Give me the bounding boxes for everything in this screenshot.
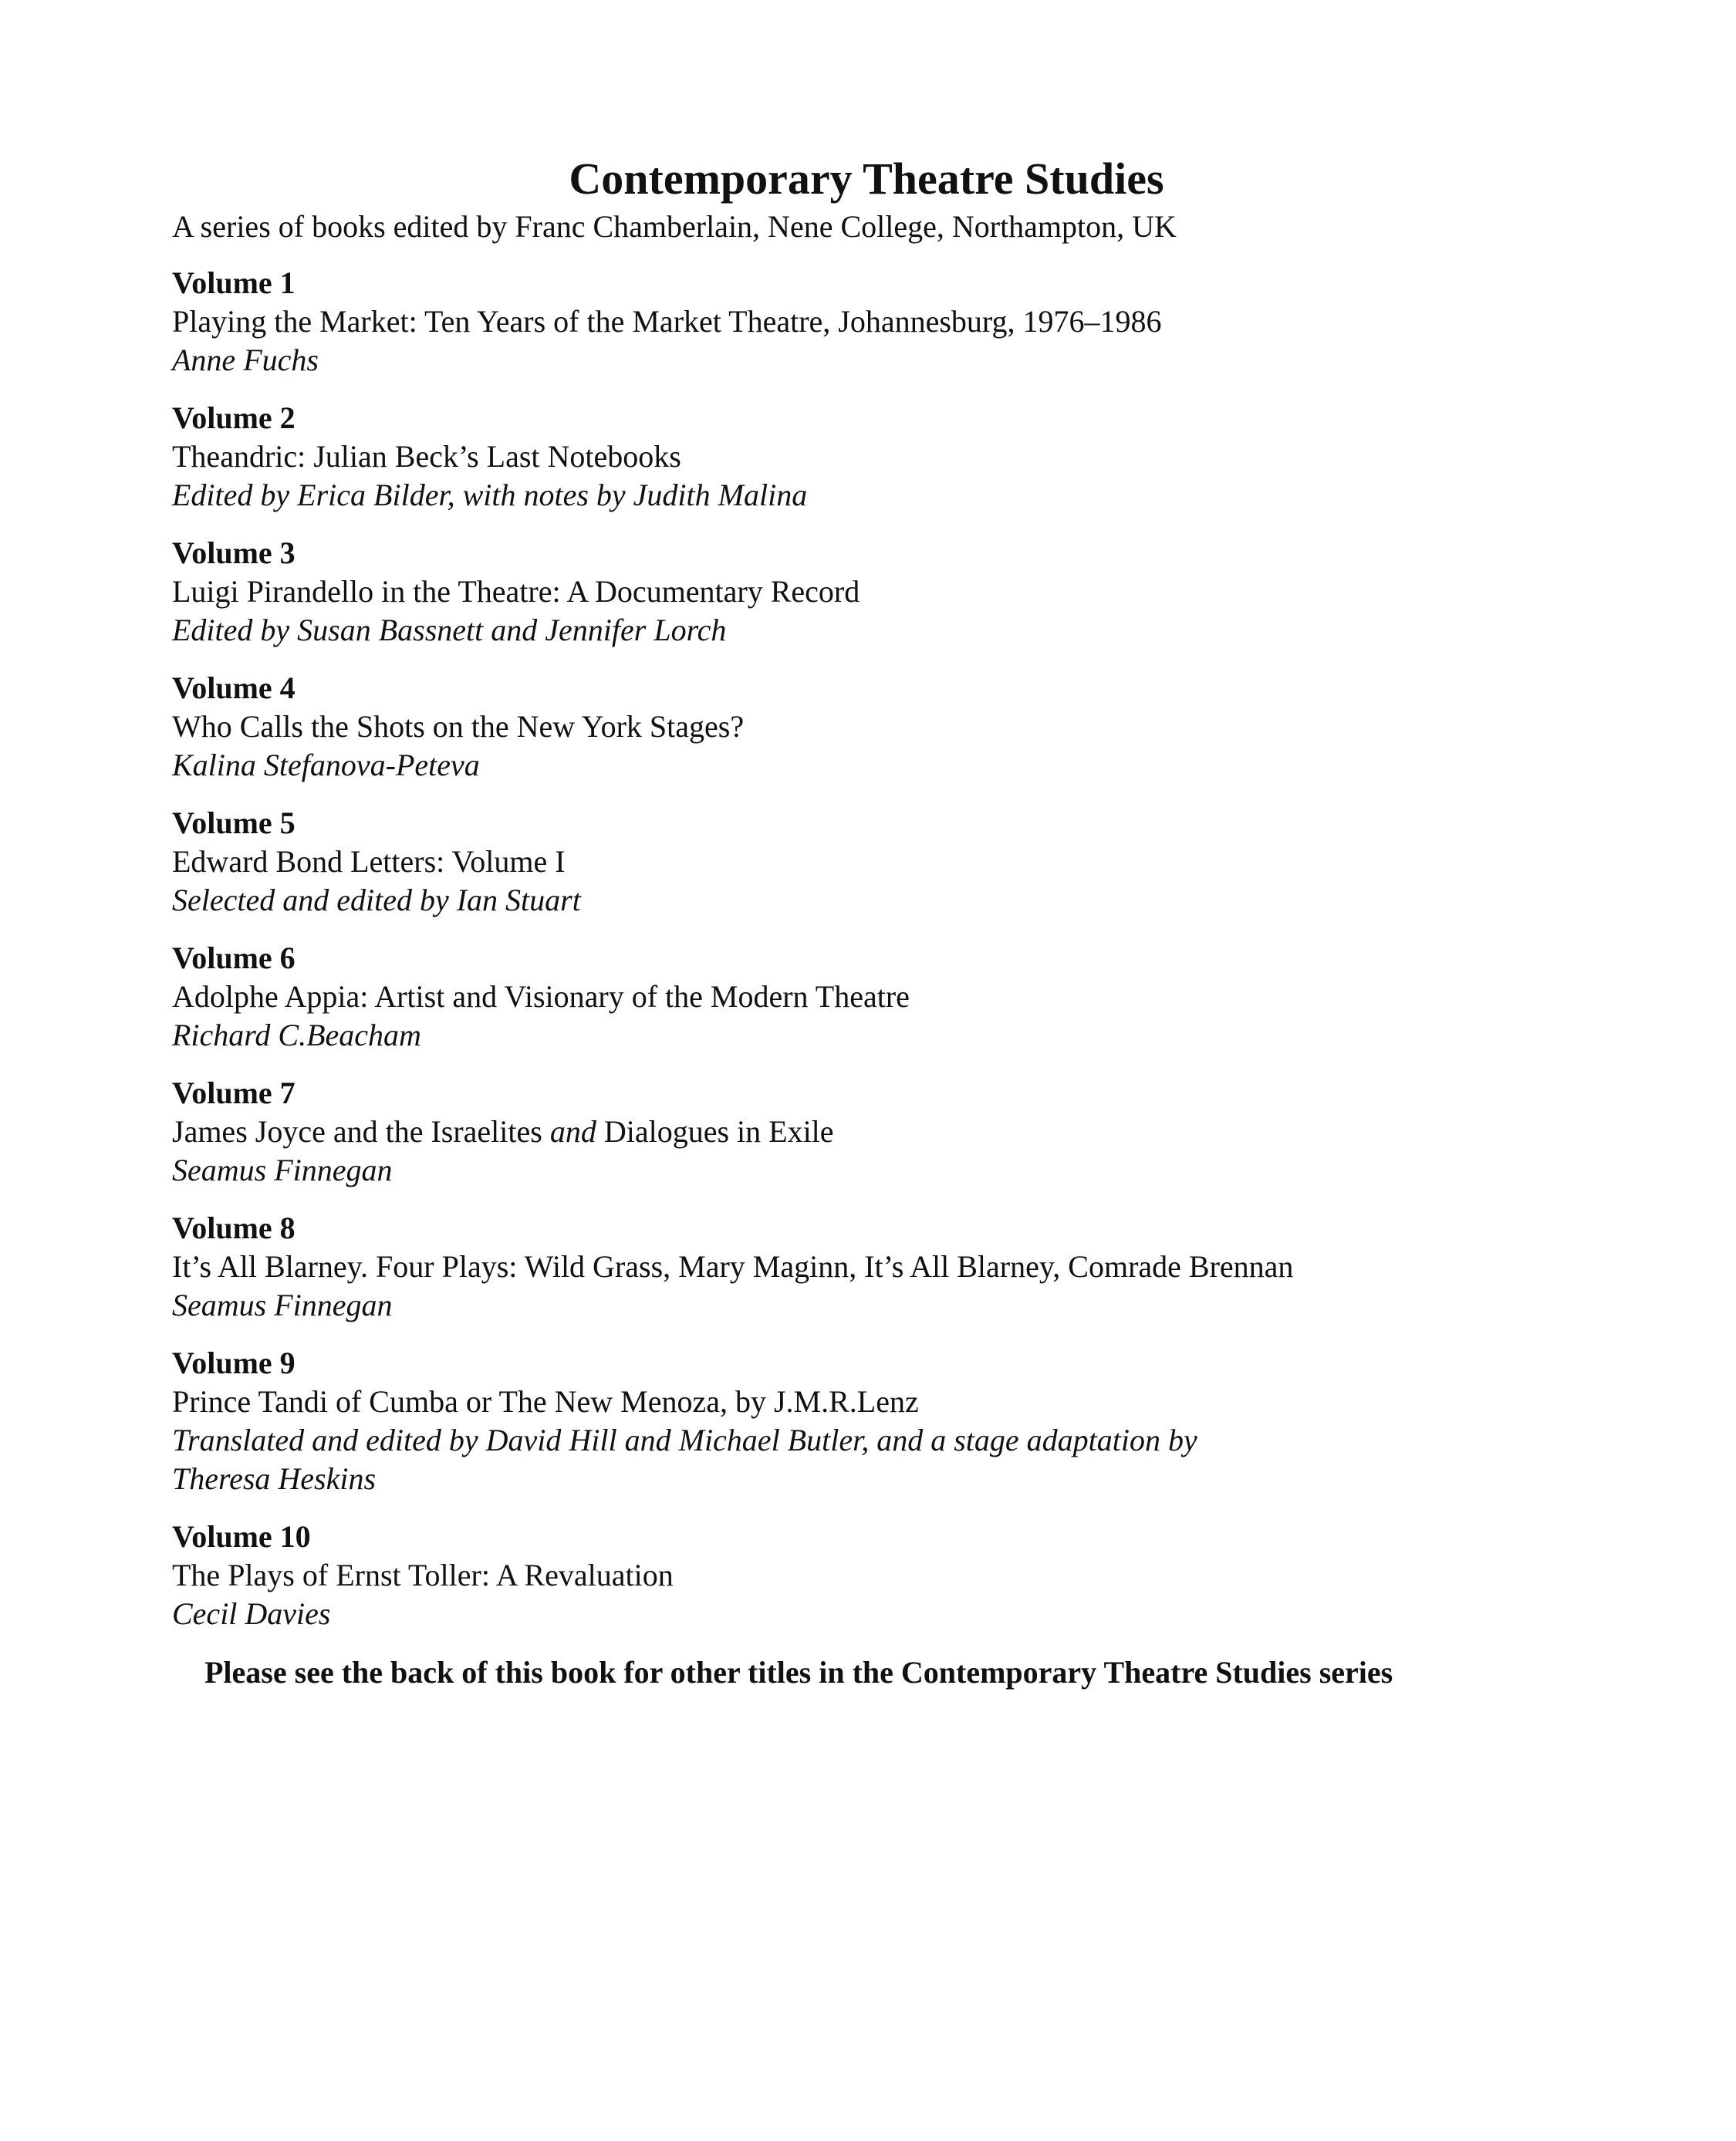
volume-author: Edited by Erica Bilder, with notes by Judith Malina — [172, 478, 808, 512]
volume-entry-9 — [172, 1344, 1638, 1498]
volume-title: Who Calls the Shots on the New York Stages? — [172, 709, 745, 744]
volume-author: Seamus Finnegan — [172, 1153, 393, 1187]
volume-title — [172, 1113, 1638, 1151]
page-content — [172, 151, 1638, 1693]
volume-author-line-1: Translated and edited by David Hill and Michael Butler, and a stage adaptation by — [172, 1423, 1197, 1457]
volume-author: Richard C.Beacham — [172, 1018, 421, 1052]
volume-label: Volume 4 — [172, 670, 296, 705]
volume-title: It’s All Blarney. Four Plays: Wild Grass, Mary Maginn, It’s All Blarney, Comrade Brennan — [172, 1249, 1294, 1284]
volume-author: Selected and edited by Ian Stuart — [172, 883, 581, 917]
volume-entry-6 — [172, 939, 1638, 1055]
volume-entry-4 — [172, 669, 1638, 785]
volume-title-part: James Joyce and the Israelites — [172, 1114, 550, 1149]
volume-entry-7 — [172, 1074, 1638, 1190]
series-subtitle: A series of books edited by Franc Chamberlain, Nene College, Northampton, UK — [172, 209, 1177, 244]
volume-author-line-2: Theresa Heskins — [172, 1461, 377, 1496]
volume-title: Luigi Pirandello in the Theatre: A Documentary Record — [172, 574, 860, 609]
volume-label: Volume 7 — [172, 1076, 296, 1110]
volume-entry-8 — [172, 1209, 1638, 1325]
volume-entry-10 — [172, 1518, 1638, 1633]
volume-entry-1 — [172, 264, 1638, 380]
volume-title: Theandric: Julian Beck’s Last Notebooks — [172, 439, 681, 474]
volume-title-part: Dialogues in Exile — [596, 1114, 834, 1149]
volume-title: Playing the Market: Ten Years of the Market Theatre, Johannesburg, 1976–1986 — [172, 304, 1162, 339]
footer-note: Please see the back of this book for other titles in the Contemporary Theatre Studies series — [204, 1655, 1393, 1690]
volume-entry-2 — [172, 399, 1638, 515]
volume-author: Cecil Davies — [172, 1596, 331, 1631]
volume-list — [172, 264, 1638, 1633]
volume-label: Volume 2 — [172, 400, 296, 435]
volume-title: The Plays of Ernst Toller: A Revaluation — [172, 1558, 674, 1592]
volume-label: Volume 6 — [172, 940, 296, 975]
volume-label: Volume 1 — [172, 265, 296, 300]
volume-title: Adolphe Appia: Artist and Visionary of the Modern Theatre — [172, 979, 910, 1014]
volume-label: Volume 10 — [172, 1519, 311, 1554]
volume-label: Volume 3 — [172, 535, 296, 570]
volume-title-conjunction: and — [549, 1114, 596, 1149]
volume-author: Kalina Stefanova-Peteva — [172, 748, 480, 782]
series-title: Contemporary Theatre Studies — [569, 154, 1164, 204]
volume-author: Seamus Finnegan — [172, 1288, 393, 1322]
volume-label: Volume 9 — [172, 1346, 296, 1380]
volume-title: Edward Bond Letters: Volume I — [172, 844, 566, 879]
volume-label: Volume 5 — [172, 805, 296, 840]
volume-entry-5 — [172, 804, 1638, 920]
volume-author: Edited by Susan Bassnett and Jennifer Lorch — [172, 613, 727, 647]
volume-title: Prince Tandi of Cumba or The New Menoza, by J.M.R.Lenz — [172, 1384, 919, 1419]
volume-entry-3 — [172, 534, 1638, 650]
volume-author: Anne Fuchs — [172, 343, 319, 377]
volume-label: Volume 8 — [172, 1211, 296, 1245]
